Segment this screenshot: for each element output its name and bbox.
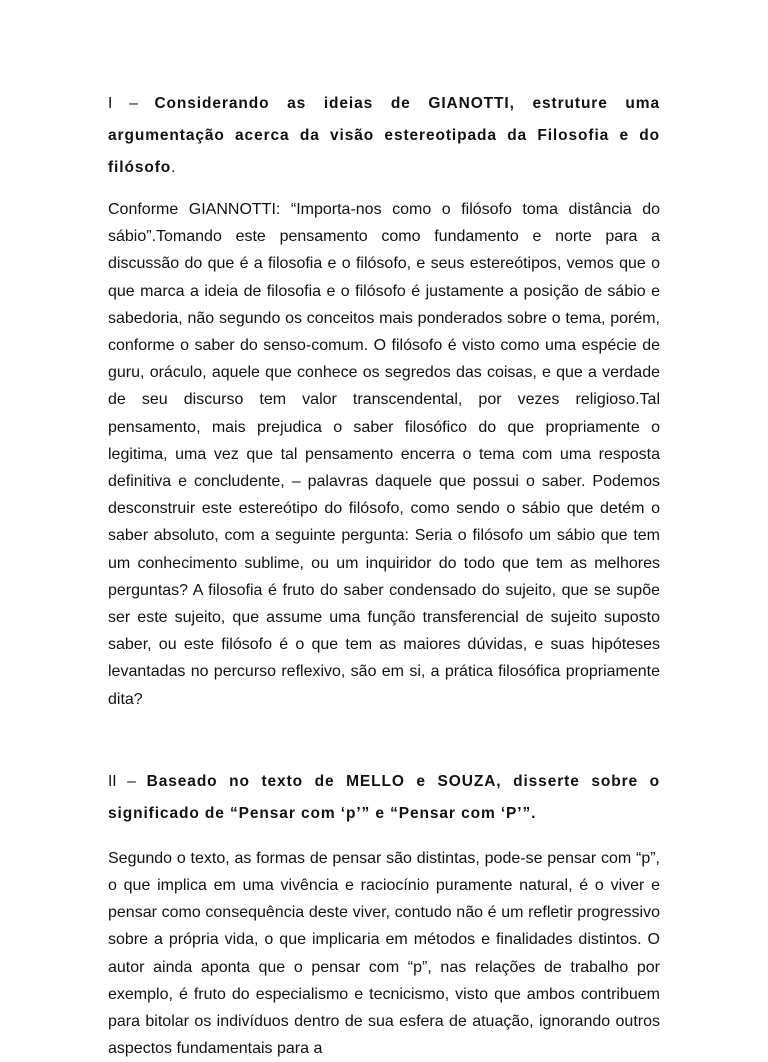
question-2-text: Baseado no texto de MELLO e SOUZA, disserte sobre o significado de “Pensar com ‘p’” e “Pensar com ‘P’”. bbox=[108, 772, 661, 822]
question-section-1 bbox=[108, 88, 660, 713]
question-section-2 bbox=[108, 766, 660, 1062]
question-2-numeral: II – bbox=[108, 772, 136, 790]
answer-1-paragraph: Conforme GIANNOTTI: “Importa-nos como o filósofo toma distância do sábio”.Tomando este pensamento como fundamento e norte para a discussão do que é a filosofia e o filósofo, e seus estereótipos, vemos que o que marca a ideia de filosofia e o filósofo é justamente a posição de sábio e sabedoria, não segundo os conceitos mais ponderados sobre o tema, porém, conforme o saber do senso-comum. O filósofo é visto como uma espécie de guru, oráculo, aquele que conhece os segredos das coisas, e que a verdade de seu discurso tem valor transcendental, por vezes religioso.Tal pensamento, mais prejudica o saber filosófico do que propriamente o legitima, uma vez que tal pensamento encerra o tema com uma resposta definitiva e concludente, – palavras daquele que possui o saber. Podemos desconstruir este estereótipo do filósofo, como sendo o sábio que detém o saber absoluto, com a seguinte pergunta: Seria o filósofo um sábio que tem um conhecimento sublime, ou um inquiridor do todo que tem as melhores perguntas? A filosofia é fruto do saber condensado do sujeito, que se supõe ser este sujeito, que assume uma função transferencial de sujeito suposto saber, ou este filósofo é o que tem as maiores dúvidas, e suas hipóteses levantadas no percurso reflexivo, são em si, a prática filosófica propriamente dita? bbox=[108, 201, 660, 708]
question-1-text: Considerando as ideias de GIANOTTI, estruture uma argumentação acerca da visão estereotipada da Filosofia e do filósofo bbox=[108, 95, 660, 176]
question-1-numeral: I – bbox=[108, 95, 138, 112]
question-1-period: . bbox=[171, 159, 176, 176]
answer-2-paragraph: Segundo o texto, as formas de pensar são distintas, pode-se pensar com “p”, o que implica em uma vivência e raciocínio puramente natural, é o viver e pensar como consequência deste viver, contudo não é um refletir progressivo sobre a própria vida, o que implicaria em métodos e finalidades distintos. O autor ainda aponta que o pensar com “p”, nas relações de trabalho por exemplo, é fruto do especialismo e tecnicismo, visto que ambos contribuem para bitolar os indivíduos dentro de sua esfera de atuação, ignorando outros aspectos fundamentais para a bbox=[108, 849, 660, 1058]
question-1-heading bbox=[108, 88, 660, 184]
question-2-heading bbox=[108, 766, 660, 830]
